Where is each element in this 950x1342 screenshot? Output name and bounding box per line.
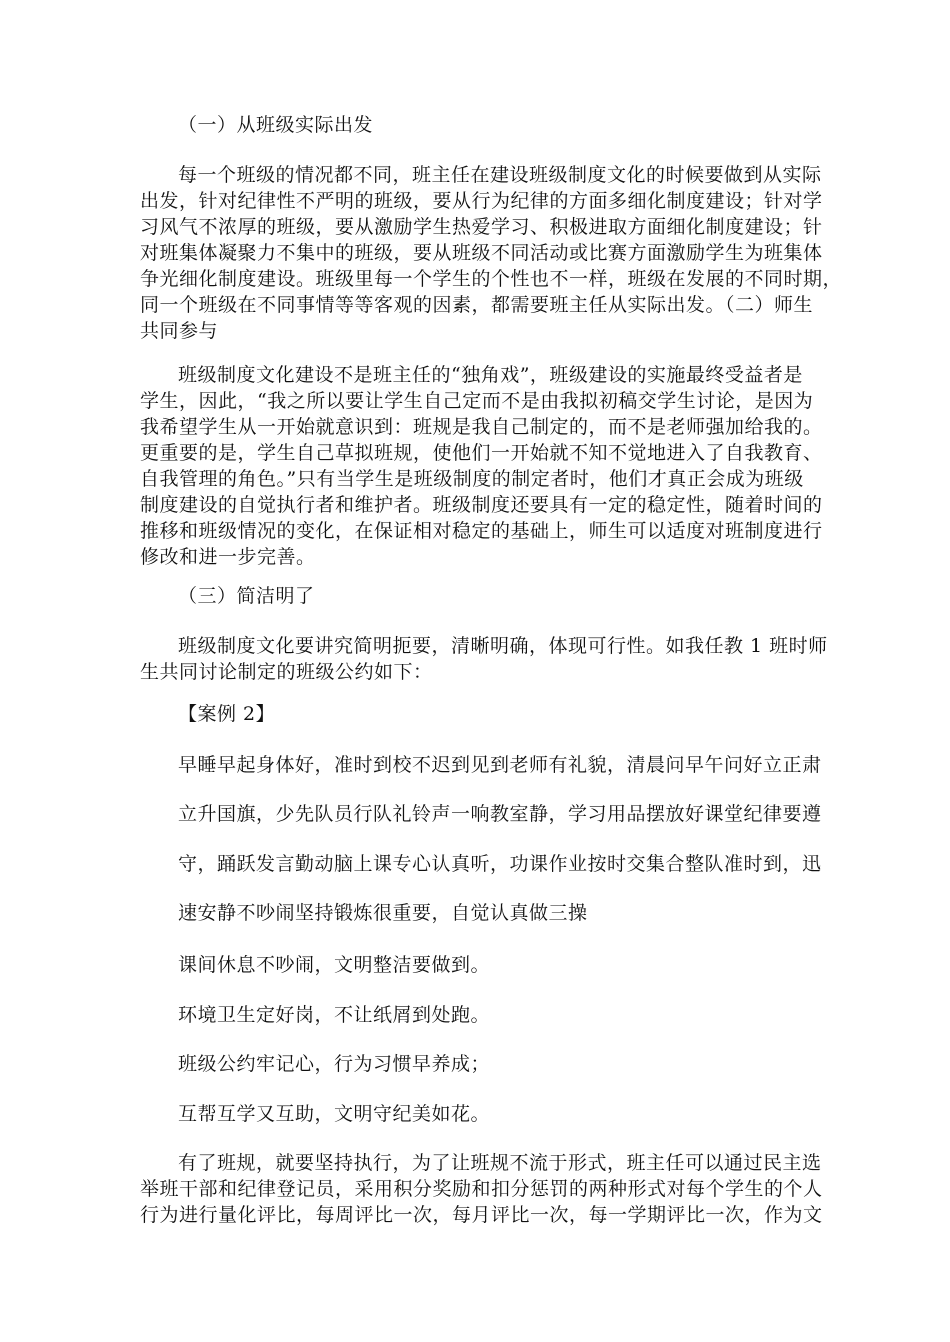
text-line: 出发，针对纪律性不严明的班级，要从行为纪律的方面多细化制度建设；针对学 — [140, 190, 823, 212]
pledge-line: 班级公约牢记心，行为习惯早养成； — [178, 1053, 491, 1075]
text-line: 争光细化制度建设。班级里每一个学生的个性也不一样，班级在发展的不同时期， — [140, 268, 843, 290]
pledge-line: 互帮互学又互助，文明守纪美如花。 — [178, 1103, 491, 1125]
text-line: 行为进行量化评比，每周评比一次，每月评比一次，每一学期评比一次，作为文 — [140, 1204, 823, 1226]
case-label-text: 【案例 2】 — [178, 703, 276, 725]
pledge-line: 速安静不吵闹坚持锻炼很重要，自觉认真做三操 — [178, 902, 588, 924]
pledge-line: 课间休息不吵闹，文明整洁要做到。 — [178, 954, 491, 976]
pledge-line: 早睡早起身体好，准时到校不迟到见到老师有礼貌，清晨问早午问好立正肃 — [178, 754, 822, 776]
text-line: 共同参与 — [140, 320, 219, 342]
text-line: 同一个班级在不同事情等等客观的因素，都需要班主任从实际出发。（二）师生 — [140, 294, 814, 316]
text-line: 自我管理的角色。”只有当学生是班级制度的制定者时，他们才真正会成为班级 — [140, 468, 804, 490]
text-line: 习风气不浓厚的班级，要从激励学生热爱学习、积极进取方面细化制度建设；针 — [140, 216, 823, 238]
text-line: 对班集体凝聚力不集中的班级，要从班级不同活动或比赛方面激励学生为班集体 — [140, 242, 823, 264]
heading-text: （三）简洁明了 — [178, 585, 315, 607]
text-line: 生共同讨论制定的班级公约如下： — [140, 661, 433, 683]
text-line: 举班干部和纪律登记员，采用积分奖励和扣分惩罚的两种形式对每个学生的个人 — [140, 1178, 823, 1200]
text-line: 制度建设的自觉执行者和维护者。班级制度还要具有一定的稳定性，随着时间的 — [140, 494, 823, 516]
heading-text: （一）从班级实际出发 — [178, 114, 374, 136]
pledge-line: 环境卫生定好岗，不让纸屑到处跑。 — [178, 1004, 491, 1026]
text-line: 我希望学生从一开始就意识到：班规是我自己制定的，而不是老师强加给我的。 — [140, 416, 823, 438]
text-line: 班级制度文化建设不是班主任的“独角戏”，班级建设的实施最终受益者是 — [178, 364, 803, 386]
pledge-line: 立升国旗，少先队员行队礼铃声一响教室静，学习用品摆放好课堂纪律要遵 — [178, 803, 822, 825]
pledge-line: 守，踊跃发言勤动脑上课专心认真听，功课作业按时交集合整队准时到，迅 — [178, 853, 822, 875]
text-line: 推移和班级情况的变化，在保证相对稳定的基础上，师生可以适度对班制度进行 — [140, 520, 823, 542]
text-line: 修改和进一步完善。 — [140, 546, 316, 568]
text-line: 班级制度文化要讲究简明扼要，清晰明确，体现可行性。如我任教 1 班时师 — [178, 635, 828, 657]
text-line: 每一个班级的情况都不同，班主任在建设班级制度文化的时候要做到从实际 — [178, 164, 822, 186]
text-line: 学生，因此，“我之所以要让学生自己定而不是由我拟初稿交学生讨论，是因为 — [140, 390, 814, 412]
text-line: 有了班规，就要坚持执行，为了让班规不流于形式，班主任可以通过民主选 — [178, 1152, 822, 1174]
text-line: 更重要的是，学生自己草拟班规，使他们一开始就不知不觉地进入了自我教育、 — [140, 442, 823, 464]
